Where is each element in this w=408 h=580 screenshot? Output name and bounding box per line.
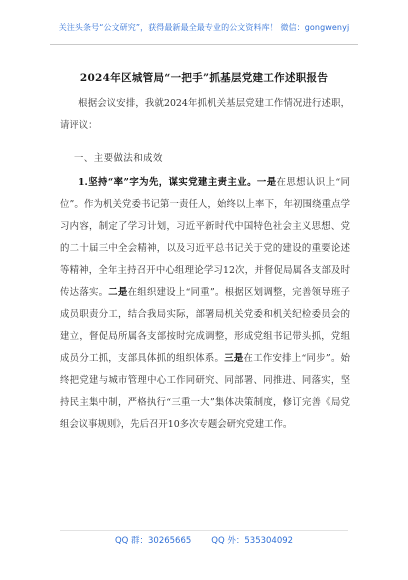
section-heading: 一、主要做法和成效 [74,153,163,164]
body-text-1: 在思想认识上“同位”。作为机关党委书记第一责任人，始终以上率下，年初围绕重点学习内容，制定了学习计划，习近平新时代中国特色社会主义思想、党的二十届三中全会精神，以及习近平总书记关于党的建设的重要论述等精神，全年主持召开中心组理论学习12次，并督促局属各支部及时传达落实。 [60,177,350,298]
third-marker: 三是 [224,353,244,364]
document-title: 2024年区城管局“一把手”抓基层党建工作述职报告 [79,72,329,84]
footer-qq-group: QQ 群：30265665 [114,536,192,546]
header-divider [50,44,358,45]
footer-contact [0,534,408,546]
body-text-3: 在工作安排上“同步”。始终把党建与城市管理中心工作同研究、同部署、同推进、同落实，坚持民主集中制，严格执行“三重一大”集体决策制度，修订完善《局党组会议事规则》，先后召开10多次专题会研究党建工作。 [60,353,350,430]
intro-paragraph [60,93,350,137]
intro-text: 根据会议安排，我就2024年抓机关基层党建工作情况进行述职，请评议： [60,98,350,131]
footer-qq-contact: QQ 外：535304092 [211,536,294,546]
body-text-2: 在组织建设上“同重”。根据区划调整，完善领导班子成员职责分工，结合我局实际，部署局机关党委和机关纪检委员会的建立，督促局所属各支部按时完成调整，形成党组书记带头抓，党组成员分工抓，支部具体抓的组织体系。 [60,287,350,364]
footer-divider [60,530,348,531]
body-paragraph [60,172,350,436]
lead-bold-text: 1.坚持“率”字为先，谋实党建主责主业。 [78,177,257,188]
header-promo-note: 关注头条号“公文研究”，获得最新最全最专业的公文资料库！ 微信：gongwenyj [58,23,350,32]
second-marker: 二是 [108,287,128,298]
first-marker: 一是 [256,177,277,188]
